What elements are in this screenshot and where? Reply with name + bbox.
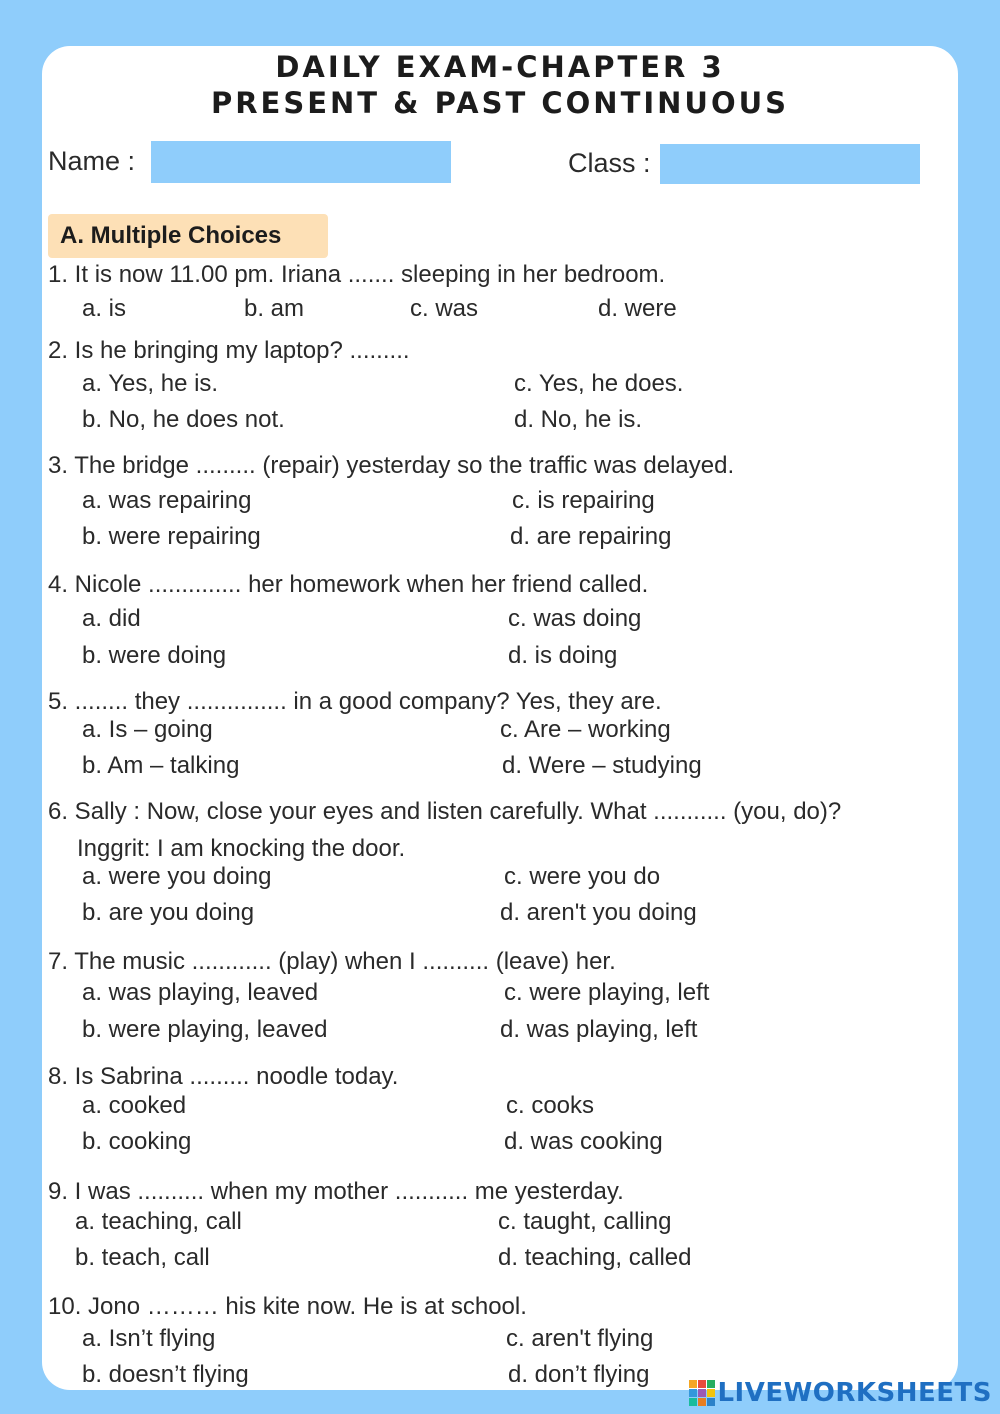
option-4c[interactable]: c. was doing <box>508 605 642 632</box>
liveworksheets-brand-text: LIVEWORKSHEETS <box>717 1378 992 1408</box>
question-8: 8. Is Sabrina ......... noodle today. <box>48 1063 399 1090</box>
option-1c[interactable]: c. was <box>410 295 479 322</box>
option-3c[interactable]: c. is repairing <box>512 487 655 514</box>
option-9c[interactable]: c. taught, calling <box>498 1208 672 1235</box>
option-10d[interactable]: d. don’t flying <box>508 1361 650 1388</box>
question-7: 7. The music ............ (play) when I .......... (leave) her. <box>48 948 616 975</box>
option-10b[interactable]: b. doesn’t flying <box>82 1361 249 1388</box>
option-4a[interactable]: a. did <box>82 605 141 632</box>
option-7b[interactable]: b. were playing, leaved <box>82 1016 328 1043</box>
question-3: 3. The bridge ......... (repair) yesterday so the traffic was delayed. <box>48 452 735 479</box>
option-1b[interactable]: b. am <box>244 295 305 322</box>
option-9b[interactable]: b. teach, call <box>75 1244 210 1271</box>
class-label: Class : <box>568 148 651 178</box>
question-2: 2. Is he bringing my laptop? ......... <box>48 337 410 364</box>
option-6c[interactable]: c. were you do <box>504 863 661 890</box>
option-10c[interactable]: c. aren't flying <box>506 1325 654 1352</box>
option-2b[interactable]: b. No, he does not. <box>82 406 285 433</box>
name-field[interactable] <box>151 141 451 183</box>
option-9a[interactable]: a. teaching, call <box>75 1208 242 1235</box>
option-8b[interactable]: b. cooking <box>82 1128 192 1155</box>
option-7d[interactable]: d. was playing, left <box>500 1016 698 1043</box>
option-5c[interactable]: c. Are – working <box>500 716 671 743</box>
option-6d[interactable]: d. aren't you doing <box>500 899 697 926</box>
option-3b[interactable]: b. were repairing <box>82 523 261 550</box>
section-multiple-choices: A. Multiple Choices <box>48 214 328 258</box>
question-6-dialogue: Inggrit: I am knocking the door. <box>77 835 406 862</box>
option-2c[interactable]: c. Yes, he does. <box>514 370 684 397</box>
option-7a[interactable]: a. was playing, leaved <box>82 979 319 1006</box>
option-8c[interactable]: c. cooks <box>506 1092 595 1119</box>
question-10: 10. Jono ……… his kite now. He is at school. <box>48 1293 527 1320</box>
option-5a[interactable]: a. Is – going <box>82 716 213 743</box>
name-label: Name : <box>48 146 136 176</box>
option-1d[interactable]: d. were <box>598 295 677 322</box>
question-6: 6. Sally : Now, close your eyes and listen carefully. What ........... (you, do)? <box>48 798 842 825</box>
option-8a[interactable]: a. cooked <box>82 1092 187 1119</box>
liveworksheets-logo-icon <box>689 1380 715 1406</box>
option-2a[interactable]: a. Yes, he is. <box>82 370 219 397</box>
option-4d[interactable]: d. is doing <box>508 642 618 669</box>
option-6b[interactable]: b. are you doing <box>82 899 255 926</box>
class-field[interactable] <box>660 144 920 184</box>
question-4: 4. Nicole .............. her homework when her friend called. <box>48 571 649 598</box>
option-8d[interactable]: d. was cooking <box>504 1128 663 1155</box>
question-5: 5. ........ they ............... in a good company? Yes, they are. <box>48 688 662 715</box>
liveworksheets-logo[interactable] <box>689 1378 992 1408</box>
exam-title: DAILY EXAM-CHAPTER 3 <box>275 50 725 84</box>
question-1: 1. It is now 11.00 pm. Iriana ....... sleeping in her bedroom. <box>48 261 666 288</box>
option-9d[interactable]: d. teaching, called <box>498 1244 692 1271</box>
option-3a[interactable]: a. was repairing <box>82 487 252 514</box>
option-6a[interactable]: a. were you doing <box>82 863 272 890</box>
option-5b[interactable]: b. Am – talking <box>82 752 240 779</box>
option-3d[interactable]: d. are repairing <box>510 523 672 550</box>
exam-subtitle: PRESENT & PAST CONTINUOUS <box>210 86 790 120</box>
option-10a[interactable]: a. Isn’t flying <box>82 1325 216 1352</box>
option-1a[interactable]: a. is <box>82 295 127 322</box>
option-5d[interactable]: d. Were – studying <box>502 752 702 779</box>
question-9: 9. I was .......... when my mother ........... me yesterday. <box>48 1178 624 1205</box>
option-2d[interactable]: d. No, he is. <box>514 406 643 433</box>
option-4b[interactable]: b. were doing <box>82 642 227 669</box>
option-7c[interactable]: c. were playing, left <box>504 979 710 1006</box>
